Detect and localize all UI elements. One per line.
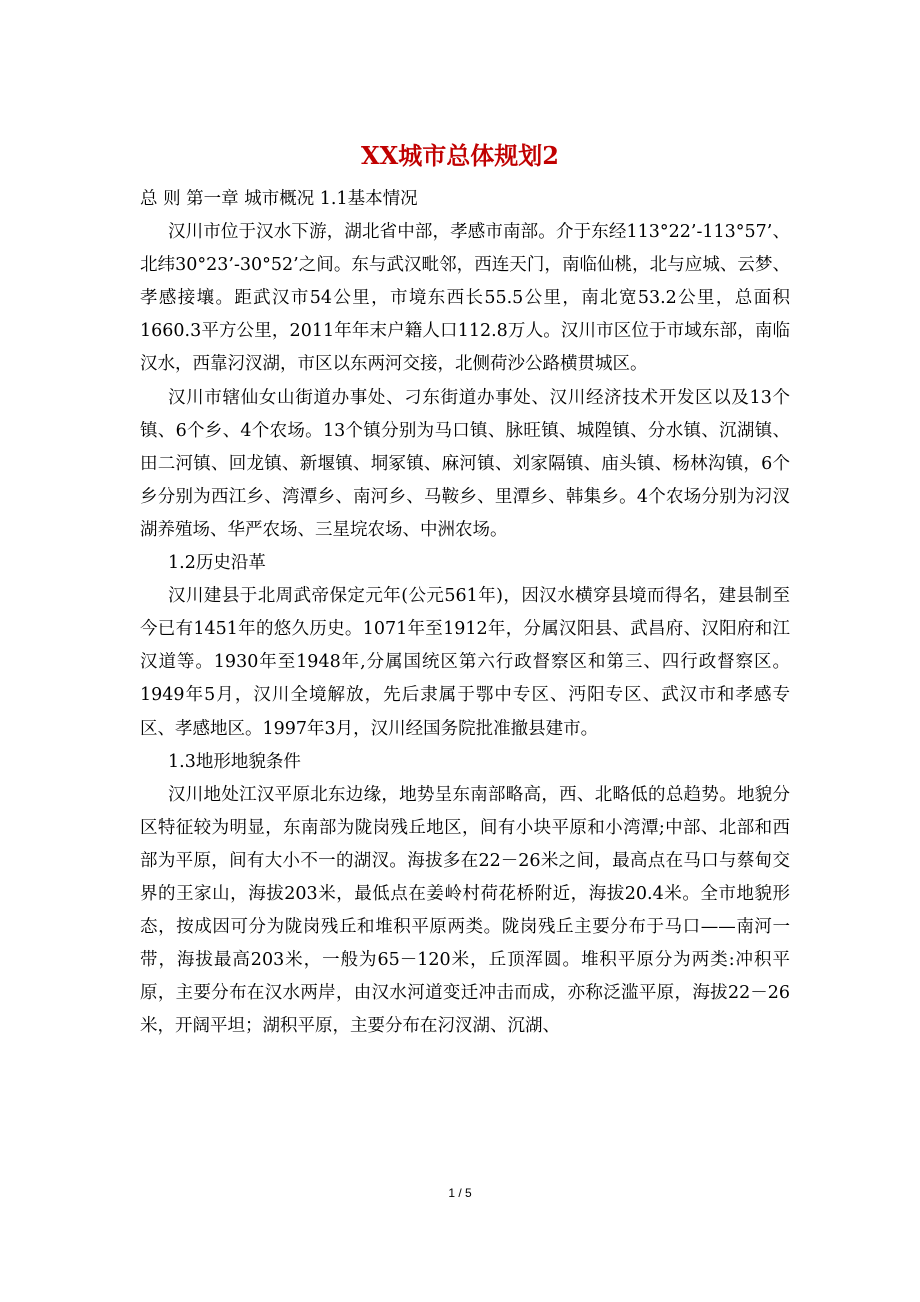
paragraph-history: 汉川建县于北周武帝保定元年(公元561年)，因汉水横穿县境而得名，建县制至今已有1451年的悠久历史。1071年至1912年，分属汉阳县、武昌府、汉阳府和江汉道等。1930年至1948年,分属国统区第六行政督察区和第三、四行政督察区。1949年5月，汉川全境解放，先后隶属于鄂中专区、沔阳专区、武汉市和孝感专区、孝感地区。1997年3月，汉川经国务院批准撤县建市。	[140, 586, 790, 739]
document-body	[140, 183, 790, 1043]
section-heading-history: 1.2历史沿革	[168, 553, 266, 574]
section-heading-line: 总 则 第一章 城市概况 1.1基本情况	[140, 189, 418, 209]
document-title: XX城市总体规划2	[361, 141, 559, 170]
paragraph-basic-info: 汉川市位于汉水下游，湖北省中部，孝感市南部。介于东经113°22’-113°57’、北纬30°23’-30°52’之间。东与武汉毗邻，西连天门，南临仙桃，北与应城、云梦、孝感接壤。距武汉市54公里，市境东西长55.5公里，南北宽53.2公里，总面积1660.3平方公里，2011年年末户籍人口112.8万人。汉川市区位于市域东部，南临汉水，西靠汈汊湖，市区以东两河交接，北侧荷沙公路横贯城区。	[140, 222, 790, 375]
section-heading-terrain: 1.3地形地貌条件	[168, 751, 301, 772]
paragraph-terrain: 汉川地处江汉平原北东边缘，地势呈东南部略高，西、北略低的总趋势。地貌分区特征较为明显，东南部为陇岗残丘地区，间有小块平原和小湾潭;中部、北部和西部为平原，间有大小不一的湖汊。海拔多在22－26米之间，最高点在马口与蔡甸交界的王家山，海拔203米，最低点在姜岭村荷花桥附近，海拔20.4米。全市地貌形态，按成因可分为陇岗残丘和堆积平原两类。陇岗残丘主要分布于马口——南河一带，海拔最高203米，一般为65－120米，丘顶浑圆。堆积平原分为两类:冲积平原，主要分布在汉水两岸，由汉水河道变迁冲击而成，亦称泛滥平原，海拔22－26米，开阔平坦；湖积平原，主要分布在汈汊湖、沉湖、	[140, 784, 790, 1037]
paragraph-administrative-division: 汉川市辖仙女山街道办事处、刁东街道办事处、汉川经济技术开发区以及13个镇、6个乡、4个农场。13个镇分别为马口镇、脉旺镇、城隍镇、分水镇、沉湖镇、田二河镇、回龙镇、新堰镇、垌冢镇、麻河镇、刘家隔镇、庙头镇、杨林沟镇，6个乡分别为西江乡、湾潭乡、南河乡、马鞍乡、里潭乡、韩集乡。4个农场分别为汈汊湖养殖场、华严农场、三星垸农场、中洲农场。	[140, 387, 790, 540]
page-number: 1 / 5	[448, 1186, 472, 1200]
